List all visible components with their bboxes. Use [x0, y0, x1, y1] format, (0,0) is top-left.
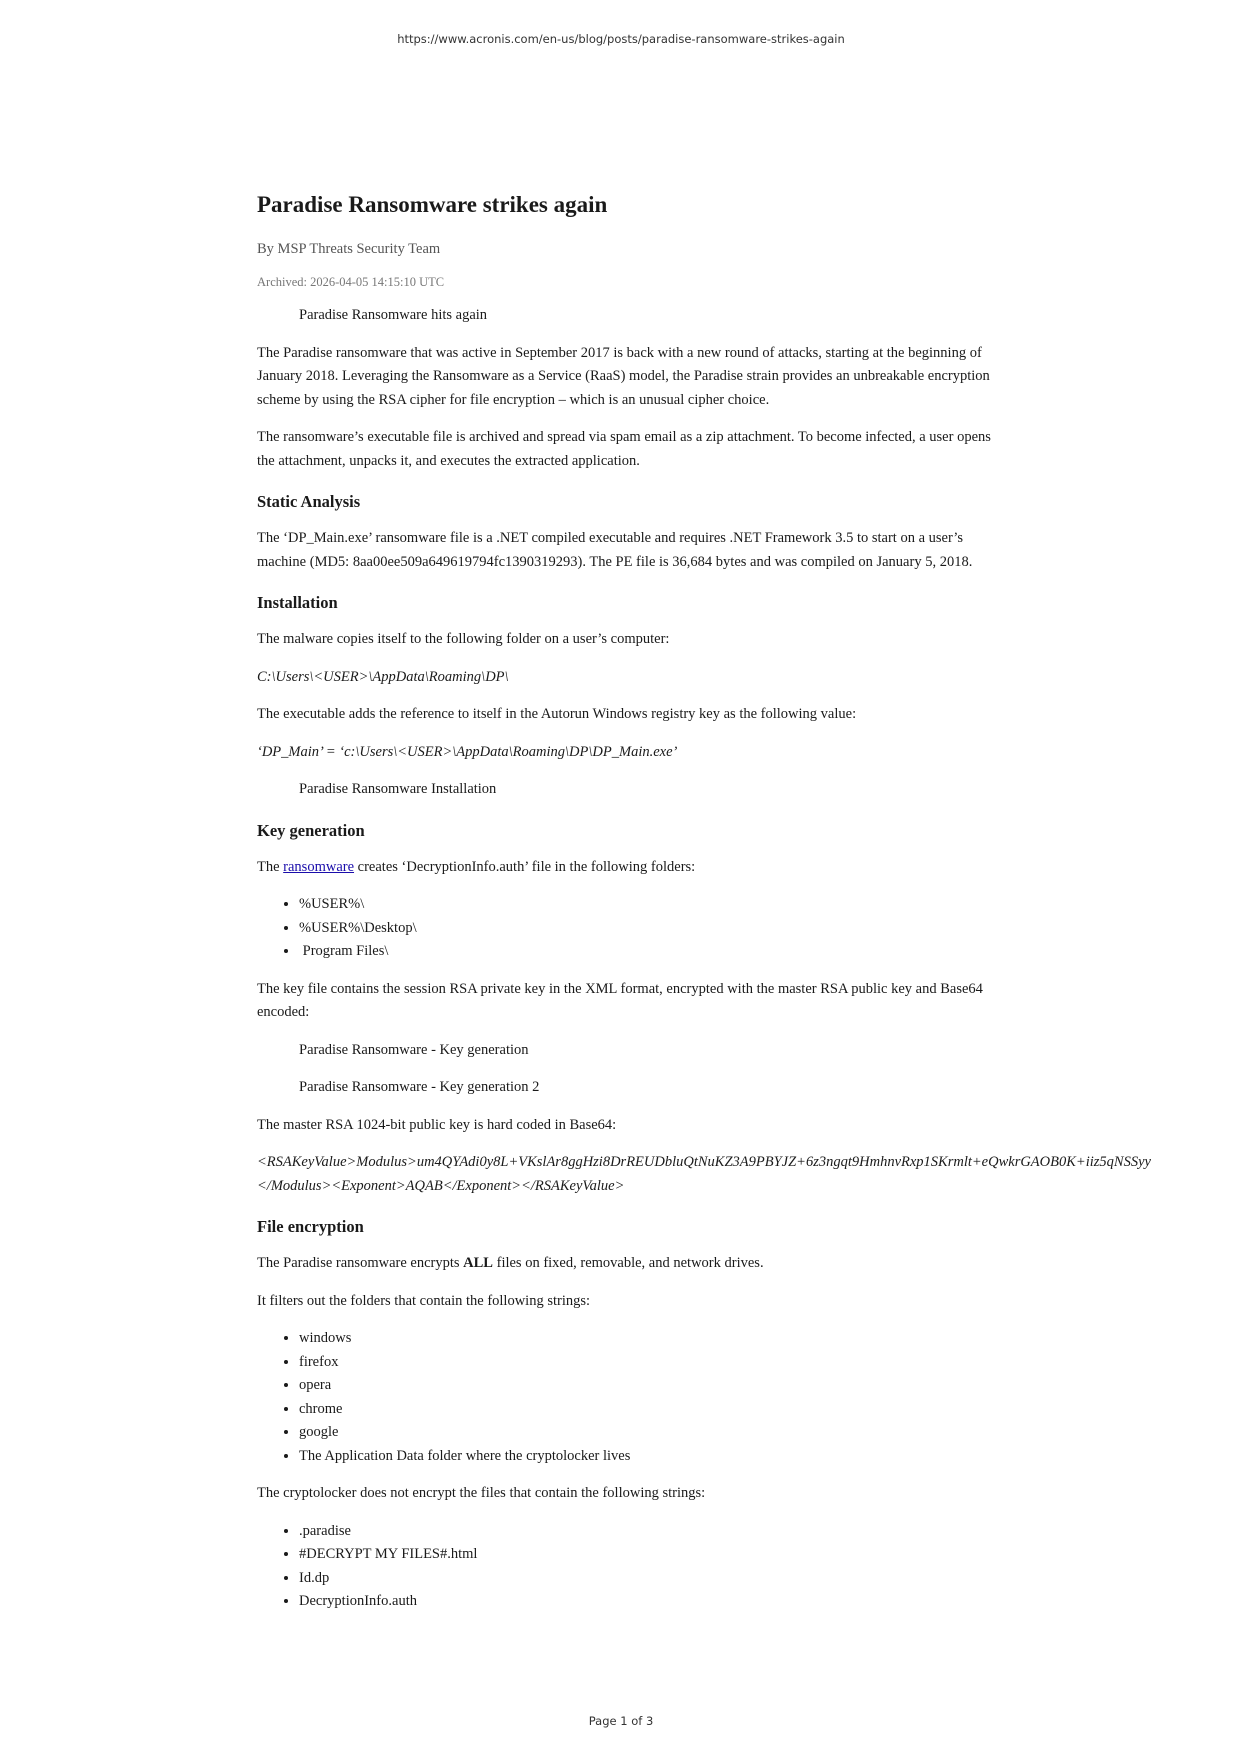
article	[257, 190, 1151, 1628]
list-item: • Program Files\	[299, 940, 997, 964]
paragraph: The executable adds the reference to itself in the Autorun Windows registry key as the following value:	[257, 706, 857, 722]
page-url: https://www.acronis.com/en-us/blog/posts/paradise-ransomware-strikes-again	[397, 32, 845, 46]
image-caption: Paradise Ransomware - Key generation 2	[299, 1079, 540, 1095]
section-heading-file-encryption: File encryption	[257, 1217, 364, 1236]
section-heading-installation: Installation	[257, 593, 338, 612]
rsa-key-line: </Modulus><Exponent>AQAB</Exponent></RSAKeyValue>	[257, 1177, 625, 1194]
install-path: C:\Users\<USER>\AppData\Roaming\DP\	[257, 668, 509, 685]
list-item: • %USER%\	[299, 893, 997, 917]
text: The	[257, 858, 284, 875]
archived-timestamp: Archived: 2026-04-05 14:15:10 UTC	[257, 274, 445, 289]
list-item: • %USER%\Desktop\	[299, 917, 997, 941]
paragraph: The key file contains the session RSA private key in the XML format, encrypted with the master RSA public key and Base64 encoded:	[257, 980, 983, 1020]
filtered-folders-list	[257, 1327, 997, 1468]
paragraph: The ‘DP_Main.exe’ ransomware file is a .NET compiled executable and requires .NET Framework 3.5 to start on a user’s machine (MD5: 8aa00ee509a649619794fc1390319293). The PE file is 36,684 bytes and was compiled on January 5, 2018.	[257, 530, 973, 570]
paragraph: It filters out the folders that contain the following strings:	[257, 1292, 591, 1309]
section-heading-key-generation: Key generation	[257, 820, 365, 840]
paragraph	[257, 1252, 997, 1276]
list-item: • firefox	[299, 1351, 997, 1375]
rsa-key-block	[257, 1151, 1177, 1198]
text: The Paradise ransomware encrypts	[257, 1255, 464, 1271]
paragraph: The ransomware’s executable file is archived and spread via spam email as a zip attachment. To become infected, a user opens the attachment, unpacks it, and executes the extracted application.	[257, 429, 991, 469]
byline: By MSP Threats Security Team	[257, 241, 441, 257]
paragraph: The malware copies itself to the following folder on a user’s computer:	[257, 631, 670, 647]
list-item: • #DECRYPT MY FILES#.html	[299, 1543, 997, 1567]
image-caption: Paradise Ransomware - Key generation	[299, 1041, 529, 1058]
text: files on fixed, removable, and network drives.	[492, 1255, 764, 1271]
image-caption: Paradise Ransomware hits again	[299, 307, 488, 323]
text: creates ‘DecryptionInfo.auth’ file in the following folders:	[354, 858, 696, 875]
list-item: • windows	[299, 1327, 997, 1351]
list-item: • .paradise	[299, 1520, 997, 1544]
list-item: • Id.dp	[299, 1567, 997, 1591]
excluded-files-list	[257, 1520, 997, 1614]
list-item: • google	[299, 1421, 997, 1445]
paragraph: The Paradise ransomware that was active in September 2017 is back with a new round of attacks, starting at the beginning of January 2018. Leveraging the Ransomware as a Service (RaaS) model, the Paradise strain provides an unbreakable encryption scheme by using the RSA cipher for file encryption – which is an unusual cipher choice.	[257, 344, 990, 408]
paragraph: The cryptolocker does not encrypt the files that contain the following strings:	[257, 1485, 706, 1501]
rsa-key-line: <RSAKeyValue>Modulus>um4QYAdi0y8L+VKslAr8ggHzi8DrREUDbluQtNuKZ3A9PBYJZ+6z3ngqt9HmhnvRxp1SKrmlt+eQwkrGAOB0K+iiz5qNSSyy	[257, 1154, 1151, 1170]
article-title: Paradise Ransomware strikes again	[257, 192, 608, 217]
image-caption: Paradise Ransomware Installation	[299, 781, 497, 797]
folder-list	[257, 893, 997, 964]
paragraph	[257, 856, 997, 880]
paragraph: The master RSA 1024-bit public key is hard coded in Base64:	[257, 1116, 617, 1133]
list-item: • The Application Data folder where the cryptolocker lives	[299, 1445, 997, 1469]
bold-text: ALL	[463, 1255, 493, 1271]
section-heading-static-analysis: Static Analysis	[257, 492, 361, 511]
registry-value: ‘DP_Main’ = ‘c:\Users\<USER>\AppData\Roaming\DP\DP_Main.exe’	[257, 743, 678, 760]
ransomware-link[interactable]: ransomware	[283, 858, 355, 875]
page-number: Page 1 of 3	[588, 1714, 654, 1728]
list-item: • chrome	[299, 1398, 997, 1422]
list-item: • opera	[299, 1374, 997, 1398]
list-item: • DecryptionInfo.auth	[299, 1590, 997, 1614]
